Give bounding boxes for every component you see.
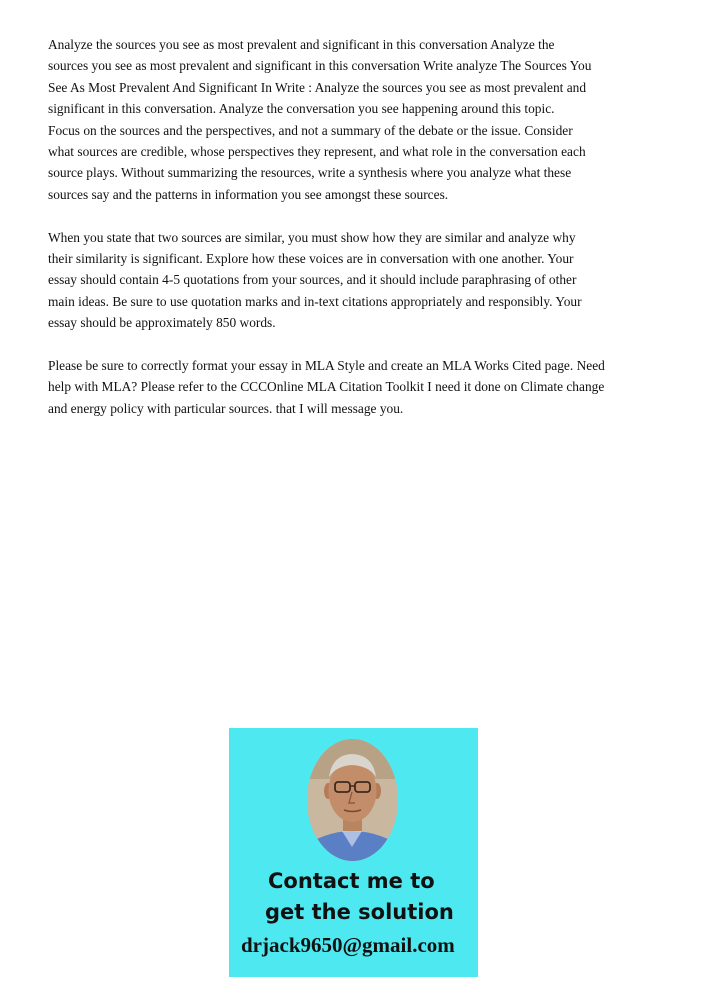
contact-email[interactable]: drjack9650@gmail.com [241,933,455,957]
text-line: Please be sure to correctly format your essay in MLA Style and create an MLA Works Cited page. Need [48,358,605,374]
text-line: source plays. Without summarizing the resources, write a synthesis where you analyze what these [48,165,572,181]
paragraph-1 [48,34,653,205]
text-line: essay should be approximately 850 words. [48,315,276,331]
text-line: main ideas. Be sure to use quotation marks and in-text citations appropriately and responsibly. Your [48,293,582,309]
document-body [48,34,653,441]
paragraph-3 [48,355,653,419]
contact-heading-line-2: get the solution [265,900,454,924]
text-line: When you state that two sources are similar, you must show how they are similar and analyze why [48,229,576,245]
portrait-photo [307,739,398,861]
contact-promo-banner[interactable] [229,728,478,977]
text-line: essay should contain 4-5 quotations from your sources, and it should include paraphrasing of other [48,272,577,288]
text-line: and energy policy with particular sources. that I will message you. [48,400,404,416]
contact-heading-line-1: Contact me to [268,869,435,893]
text-line: Analyze the sources you see as most prevalent and significant in this conversation Analyze the [48,37,555,52]
text-line: sources you see as most prevalent and significant in this conversation Write analyze The Sources You [48,58,592,74]
text-line: See As Most Prevalent And Significant In Write : Analyze the sources you see as most prevalent and [48,79,587,95]
portrait-illustration [307,739,398,861]
text-line: what sources are credible, whose perspectives they represent, and what role in the conversation each [48,144,586,160]
text-line: help with MLA? Please refer to the CCCOnline MLA Citation Toolkit I need it done on Climate change [48,379,605,395]
text-line: Focus on the sources and the perspectives, and not a summary of the debate or the issue. Consider [48,122,573,138]
text-line: significant in this conversation. Analyze the conversation you see happening around this topic. [48,101,555,117]
text-line: their similarity is significant. Explore how these voices are in conversation with one another. Your [48,251,574,267]
text-line: sources say and the patterns in information you see amongst these sources. [48,186,449,202]
paragraph-2 [48,227,653,334]
